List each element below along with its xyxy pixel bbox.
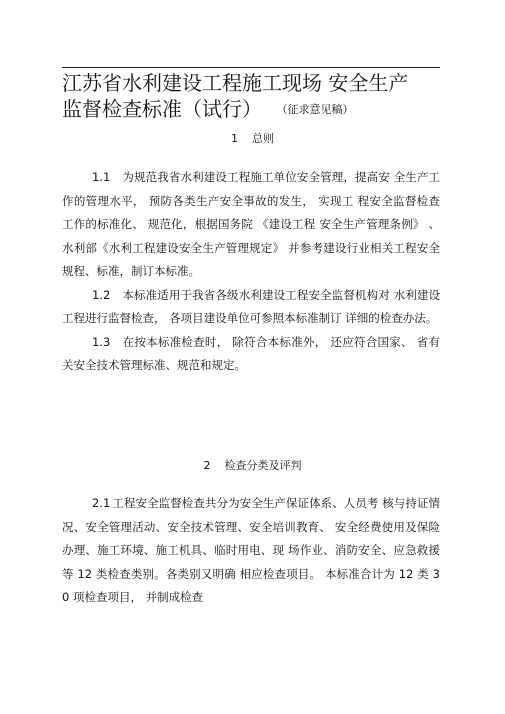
paragraph-text: 工程安全监督检查共分为安全生产保证体系、人员考 核与持证情况、安全管理活动、安全技术管理、安全培训教育、 安全经费使用及保险办理、施工环境、施工机具、临时用电、现 场作业、消防安全、应急救援等 12 类检查类别。各类别又明确 相应检查项目。 本标准合计为 12 类 30 项检查项目， 并制成检查 (62, 496, 440, 604)
paragraph-2-1 (62, 492, 440, 610)
section-2-heading (0, 459, 505, 473)
draft-note: （征求意见稿） (282, 103, 354, 116)
section-2-title: 检查分类及评判 (224, 459, 302, 472)
paragraph-number: 1.2 (92, 287, 111, 302)
paragraph-text: 本标准适用于我省各级水利建设工程安全监督机构对 水利建设工程进行监督检查， 各项目建设单位可参照本标准制订 详细的检查办法。 (62, 287, 440, 325)
paragraph-number: 2.1 (92, 496, 111, 510)
section-2-number: 2 (203, 459, 211, 472)
paragraph-1-3 (62, 331, 440, 378)
section-2-body (62, 492, 440, 610)
paragraph-number: 1.1 (92, 170, 111, 184)
paragraph-1-2 (62, 284, 440, 331)
paragraph-number: 1.3 (92, 334, 111, 349)
paragraph-1-1 (62, 166, 440, 284)
header-rule (62, 67, 440, 68)
title-text-line-2: 监督检查标准（试行） (62, 97, 262, 121)
title-text-line-1: 江苏省水利建设工程施工现场 安全生产 (62, 71, 409, 95)
section-1-number: 1 (231, 132, 238, 145)
section-1-title: 总则 (252, 132, 274, 145)
paragraph-text: 为规范我省水利建设工程施工单位安全管理，提高安 全生产工作的管理水平， 预防各类生产安全事故的发生， 实现工 程安全监督检查工作的标准化、 规范化，根据国务院 《建设工程 安全生产管理条例》 、水利部《水利工程建设安全生产管理规定》 并参考建设行业相关工程安全规程、标准，制订本标准。 (62, 170, 440, 278)
document-title-line-2 (62, 97, 354, 122)
paragraph-text: 在按本标准检查时， 除符合本标准外， 还应符合国家、 省有关安全技术管理标准、规范和规定。 (62, 334, 440, 372)
section-1-body (62, 166, 440, 378)
document-title-line-1 (62, 71, 408, 95)
section-1-heading (0, 132, 505, 146)
